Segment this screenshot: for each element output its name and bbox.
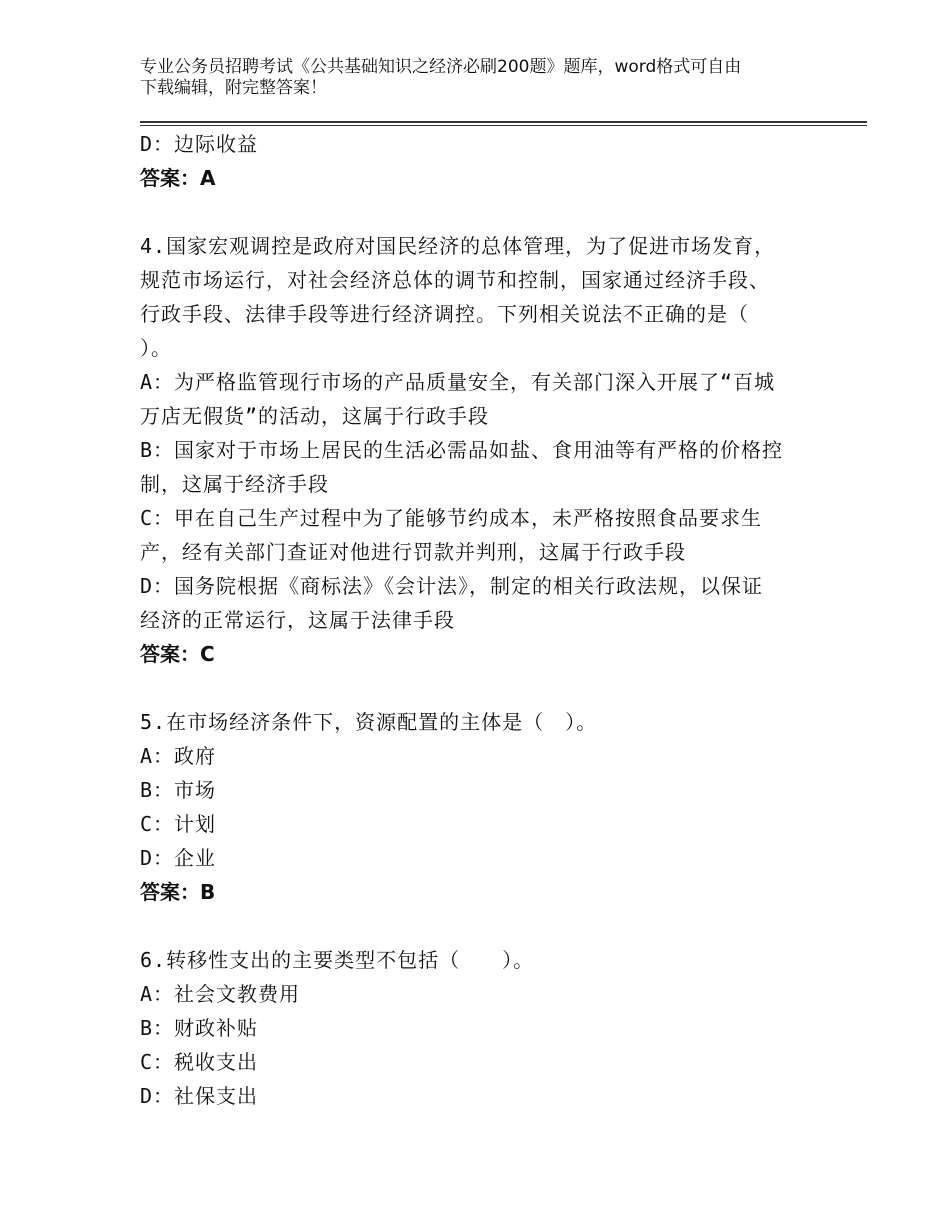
question-stem-line: 行政手段、法律手段等进行经济调控。下列相关说法不正确的是（ [140, 302, 749, 326]
option-d-line: 经济的正常运行，这属于法律手段 [140, 608, 455, 632]
question-stem: 5.在市场经济条件下，资源配置的主体是（ ）。 [140, 710, 598, 734]
option-a-line: 万店无假货”的活动，这属于行政手段 [140, 404, 490, 428]
spacer [140, 909, 820, 943]
answer-line: 答案：B [140, 880, 216, 904]
prev-question-tail [140, 127, 820, 195]
option-a-line: A：为严格监管现行市场的产品质量安全，有关部门深入开展了“百城 [140, 370, 776, 394]
option-a: A：政府 [140, 744, 217, 768]
option-d-line: D：国务院根据《商标法》《会计法》，制定的相关行政法规，以保证 [140, 574, 764, 598]
page-header [140, 57, 820, 99]
header-line-2: 下载编辑，附完整答案！ [140, 78, 327, 98]
header-rule-thin [140, 125, 867, 126]
question-4 [140, 229, 820, 671]
option-d: D：社保支出 [140, 1084, 259, 1108]
option-c-line: C：甲在自己生产过程中为了能够节约成本，未严格按照食品要求生 [140, 506, 763, 530]
header-line-1: 专业公务员招聘考试《公共基础知识之经济必刷200题》题库，word格式可自由 [140, 57, 742, 77]
question-stem: 6.转移性支出的主要类型不包括（ ）。 [140, 948, 535, 972]
answer-line: 答案：C [140, 642, 215, 666]
spacer [140, 195, 820, 229]
answer-line: 答案：A [140, 166, 216, 190]
option-d: D：企业 [140, 846, 217, 870]
spacer [140, 671, 820, 705]
option-b: B：财政补贴 [140, 1016, 259, 1040]
document-body [140, 127, 820, 1113]
option-c: C：计划 [140, 812, 217, 836]
option-a: A：社会文教费用 [140, 982, 301, 1006]
question-stem-line: 4.国家宏观调控是政府对国民经济的总体管理，为了促进市场发育， [140, 234, 776, 258]
header-rule-thick [140, 121, 867, 123]
option-c-line: 产，经有关部门查证对他进行罚款并判刑，这属于行政手段 [140, 540, 686, 564]
question-stem-line: ）。 [140, 336, 172, 360]
option-b-line: 制，这属于经济手段 [140, 472, 329, 496]
option-d: D：边际收益 [140, 132, 259, 156]
question-5 [140, 705, 820, 909]
question-6 [140, 943, 820, 1113]
option-c: C：税收支出 [140, 1050, 259, 1074]
question-stem-line: 规范市场运行，对社会经济总体的调节和控制，国家通过经济手段、 [140, 268, 770, 292]
option-b: B：市场 [140, 778, 217, 802]
option-b-line: B：国家对于市场上居民的生活必需品如盐、食用油等有严格的价格控 [140, 438, 784, 462]
